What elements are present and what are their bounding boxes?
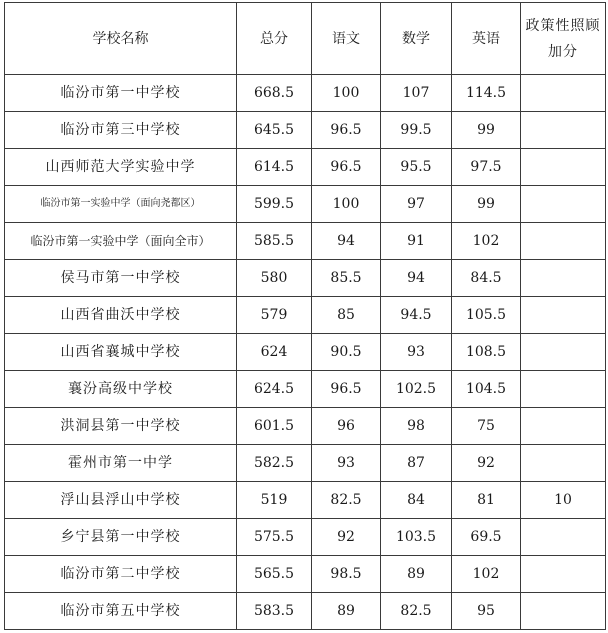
cell-chinese: 85: [312, 297, 381, 334]
header-school: 学校名称: [5, 3, 237, 75]
cell-school: 山西省曲沃中学校: [5, 297, 237, 334]
table-row: [5, 260, 606, 297]
cell-english: 97.5: [452, 149, 521, 186]
cell-chinese: 96.5: [312, 371, 381, 408]
cell-total: 645.5: [237, 112, 312, 149]
cell-math: 87: [381, 445, 452, 482]
table-row: [5, 593, 606, 630]
cell-school: 山西师范大学实验中学: [5, 149, 237, 186]
cell-total: 519: [237, 482, 312, 519]
cell-math: 107: [381, 75, 452, 112]
cell-total: 565.5: [237, 556, 312, 593]
cell-english: 105.5: [452, 297, 521, 334]
cell-english: 81: [452, 482, 521, 519]
cell-school: 乡宁县第一中学校: [5, 519, 237, 556]
cell-chinese: 93: [312, 445, 381, 482]
cell-chinese: 94: [312, 223, 381, 260]
cell-policy: [521, 186, 606, 223]
cell-math: 94.5: [381, 297, 452, 334]
cell-total: 580: [237, 260, 312, 297]
table-row: [5, 371, 606, 408]
cell-math: 99.5: [381, 112, 452, 149]
header-policy: 政策性照顾加分: [521, 3, 606, 75]
cell-total: 599.5: [237, 186, 312, 223]
cell-total: 601.5: [237, 408, 312, 445]
table-row: [5, 556, 606, 593]
cell-chinese: 85.5: [312, 260, 381, 297]
cell-policy: [521, 593, 606, 630]
cell-english: 99: [452, 112, 521, 149]
cell-english: 102: [452, 223, 521, 260]
table-row: [5, 297, 606, 334]
cell-policy: [521, 445, 606, 482]
cell-english: 102: [452, 556, 521, 593]
cell-english: 69.5: [452, 519, 521, 556]
cell-school: 山西省襄城中学校: [5, 334, 237, 371]
cell-math: 82.5: [381, 593, 452, 630]
cell-policy: [521, 297, 606, 334]
cell-school: 临汾市第一中学校: [5, 75, 237, 112]
cell-policy: [521, 75, 606, 112]
cell-total: 575.5: [237, 519, 312, 556]
cell-total: 579: [237, 297, 312, 334]
cell-chinese: 98.5: [312, 556, 381, 593]
cell-english: 95: [452, 593, 521, 630]
cell-chinese: 100: [312, 75, 381, 112]
cell-policy: [521, 223, 606, 260]
cell-total: 614.5: [237, 149, 312, 186]
cell-chinese: 96.5: [312, 112, 381, 149]
cell-math: 94: [381, 260, 452, 297]
cell-school: 临汾市第一实验中学（面向全市）: [5, 223, 237, 260]
cell-policy: [521, 556, 606, 593]
cell-school: 临汾市第一实验中学（面向尧都区）: [5, 186, 237, 223]
cell-policy: [521, 112, 606, 149]
table-row: [5, 334, 606, 371]
cell-english: 104.5: [452, 371, 521, 408]
cell-english: 114.5: [452, 75, 521, 112]
cell-math: 93: [381, 334, 452, 371]
cell-total: 582.5: [237, 445, 312, 482]
header-chinese: 语文: [312, 3, 381, 75]
cell-math: 103.5: [381, 519, 452, 556]
cell-total: 624.5: [237, 371, 312, 408]
cell-english: 108.5: [452, 334, 521, 371]
cell-math: 91: [381, 223, 452, 260]
cell-math: 84: [381, 482, 452, 519]
cell-school: 临汾市第二中学校: [5, 556, 237, 593]
table-row: [5, 75, 606, 112]
table-row: [5, 149, 606, 186]
cell-policy: 10: [521, 482, 606, 519]
cell-english: 92: [452, 445, 521, 482]
cell-school: 临汾市第三中学校: [5, 112, 237, 149]
cell-total: 585.5: [237, 223, 312, 260]
cell-policy: [521, 371, 606, 408]
cell-chinese: 92: [312, 519, 381, 556]
cell-chinese: 96.5: [312, 149, 381, 186]
cell-school: 侯马市第一中学校: [5, 260, 237, 297]
header-english: 英语: [452, 3, 521, 75]
cell-school: 临汾市第五中学校: [5, 593, 237, 630]
cell-math: 97: [381, 186, 452, 223]
table-row: [5, 445, 606, 482]
cell-chinese: 82.5: [312, 482, 381, 519]
table-body: [5, 75, 606, 630]
cell-total: 583.5: [237, 593, 312, 630]
cell-math: 89: [381, 556, 452, 593]
cell-math: 95.5: [381, 149, 452, 186]
cell-policy: [521, 260, 606, 297]
cell-school: 浮山县浮山中学校: [5, 482, 237, 519]
cell-english: 84.5: [452, 260, 521, 297]
cell-english: 99: [452, 186, 521, 223]
cell-school: 霍州市第一中学: [5, 445, 237, 482]
header-math: 数学: [381, 3, 452, 75]
cell-policy: [521, 519, 606, 556]
table-row: [5, 186, 606, 223]
table-row: [5, 408, 606, 445]
table-row: [5, 223, 606, 260]
score-table: [4, 2, 606, 630]
cell-chinese: 96: [312, 408, 381, 445]
table-row: [5, 112, 606, 149]
cell-chinese: 89: [312, 593, 381, 630]
table-row: [5, 482, 606, 519]
header-row: [5, 3, 606, 75]
cell-math: 98: [381, 408, 452, 445]
cell-chinese: 100: [312, 186, 381, 223]
cell-total: 624: [237, 334, 312, 371]
cell-school: 洪洞县第一中学校: [5, 408, 237, 445]
cell-chinese: 90.5: [312, 334, 381, 371]
header-total: 总分: [237, 3, 312, 75]
cell-math: 102.5: [381, 371, 452, 408]
table-row: [5, 519, 606, 556]
cell-school: 襄汾高级中学校: [5, 371, 237, 408]
cell-total: 668.5: [237, 75, 312, 112]
cell-policy: [521, 334, 606, 371]
cell-policy: [521, 149, 606, 186]
cell-english: 75: [452, 408, 521, 445]
cell-policy: [521, 408, 606, 445]
